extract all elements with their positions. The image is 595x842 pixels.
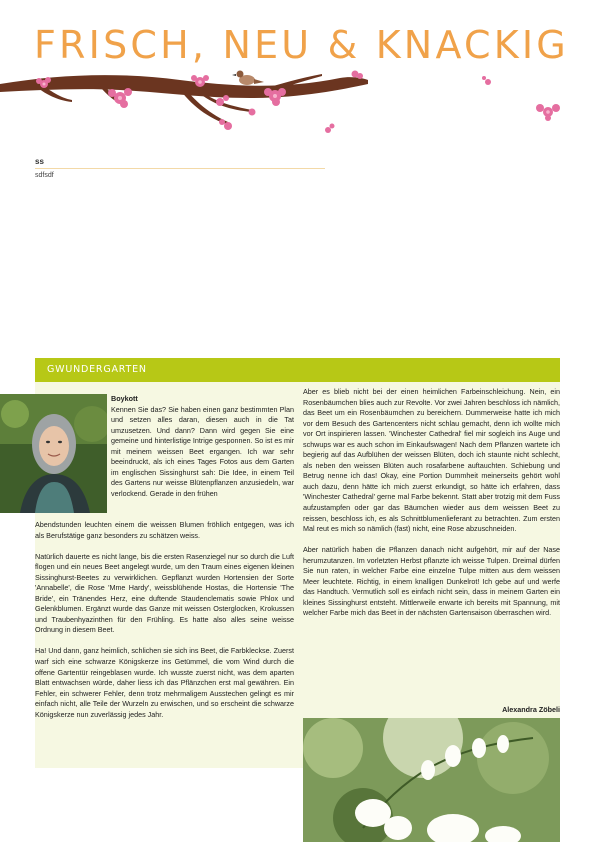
author-name: Alexandra Zöbeli — [502, 705, 560, 714]
section-label: GWUNDERGARTEN — [47, 364, 147, 375]
author-photo — [0, 394, 107, 513]
article-column-intro — [111, 394, 294, 499]
bird-icon — [232, 71, 264, 86]
paragraph-3: Ha! Und dann, ganz heimlich, schlichen sie sich ins Beet, die Farbkleckse. Zuerst warf sich eine schwarze Königskerze ins Getümmel, die vom Wind durch die offene Gartentür reingeblasen wurde. Ich wusste zuerst nicht, was dem aparten Blatt entwachsen würde, daher liess ich das Pflänzchen erst mal gewähren. Ein Fehler, ein schwerer Fehler, denn trotz mehrmaligem Ausstechen gelingt es mir einfach nicht, alle Teile der Wurzeln zu erwischen, und so erscheint die schwarze Königskerze nun zuverlässig jedes Jahr. — [35, 646, 294, 719]
paragraph-5: Aber natürlich haben die Pflanzen danach nicht aufgehört, mir auf der Nase herumzutanzen. Im vorletzten Herbst pflanzte ich weisse Tulpen. Dreimal dürfen Sie nun raten, in welcher Farbe eine einzelne Tulpe mitten aus dem weissen Meer leuchtete. Richtig, in einem knalligen Dunkelrot! Ich gebe auf und werfe das Handtuch. Vermutlich soll es einfach nicht sein, dass in meinem Garten ein kleines Sissinghurst entsteht. Mittlerweile erwarte ich bereits mit Spannung, mit welcher Farbe mich das Beet in der nächsten Gartensaison überraschen wird. — [303, 545, 560, 618]
section-band — [35, 358, 560, 382]
article-column-left — [35, 520, 294, 731]
paragraph-intro: Kennen Sie das? Sie haben einen ganz bestimmten Plan und setzen alles daran, diesen auch in die Tat umzusetzen. Und dann? Dann wird gegen Sie eine gemeine und hinterlistige Intrige gesponnen. So ist es mir mit meinem weissen Beet ergangen. Ich war sehr beeindruckt, als ich eines Tages Fotos aus dem Garten im englischen Sissinghurst sah: Die Idee, in einem Teil des Gartens nur weisse Blütenpflanzen anzusiedeln, war verlockend. Gerade in den frühen — [111, 404, 294, 498]
header-subtitle: sdfsdf — [35, 172, 54, 179]
paragraph-4: Aber es blieb nicht bei der einen heimlichen Farbeinschleichung. Nein, ein Rosenbäumchen blies auch zur Revolte. Vor zwei Jahren beschloss ich nämlich, das Beet um ein Rosenbäumchen zu bereichern. Dummerweise hatte ich mich vor dem Besuch des Gartencenters nicht schlau gemacht, denn ich wollte mich vor Ort inspirieren lassen. 'Winchester Cathedral' fiel mir sogleich ins Auge und schwups war es auch schon im Einkaufswagen! Nach dem Pflanzen wartete ich begierig auf das Aufblühen der weissen Blüten, doch ich staunte nicht schlecht, als neben den weissen Blüten auch rosafarbene auftauchten. Schiebung und Betrug nenne ich das! Okay, eine Portion Dummheit meinerseits gehört wohl auch dazu, denn hätte ich mich zuerst erkundigt, so hätte ich erfahren, dass 'Winchester Cathedral' gerne mal Farbe bekennt. Statt aber trotzig mit dem Fuss aufzustampfen oder gar das Bäumchen wieder aus dem weissen Beet zu reissen, beschloss ich, es als Schnittblumenlieferant zu betrachten. Zum ersten Mal reut es mich so nämlich (fast) nicht, eine Rose abzuschneiden. — [303, 387, 560, 534]
white-flowers-photo — [303, 718, 560, 842]
divider — [35, 168, 325, 169]
page-title: FRISCH, NEU & KNACKIG — [34, 23, 569, 67]
article-heading: Boykott — [111, 394, 138, 403]
paragraph-2: Natürlich dauerte es nicht lange, bis die ersten Rasenziegel nur so durch die Luft flogen und ein neues Beet angelegt wurde, um den Traum eines eigenen kleinen Sissinghurst-Beetes zu verwirklichen. Gepflanzt wurden Hortensien der Sorte 'Annabelle', die Rose 'Mme Hardy', weissblühende Hostas, die Hortensie 'The Bride', ein Tränendes Herz, eine duftende Staudenclematis sowie Phlox und Gelenkblumen. Ergänzt wurde das Ganze mit weissen Osterglocken, Krokussen und Traubenhyazinthen für den Frühling. Es hatte also alles seine weisse Ordnung in diesem Beet. — [35, 551, 294, 635]
article-column-right — [303, 387, 560, 629]
paragraph-intro-continued: Abendstunden leuchten einem die weissen Blumen fröhlich entgegen, was ich als Berufstätige ganz besonders zu schätzen weiss. — [35, 520, 294, 540]
header-small-label: ss — [35, 157, 44, 166]
cherry-blossom-branch — [0, 60, 595, 140]
